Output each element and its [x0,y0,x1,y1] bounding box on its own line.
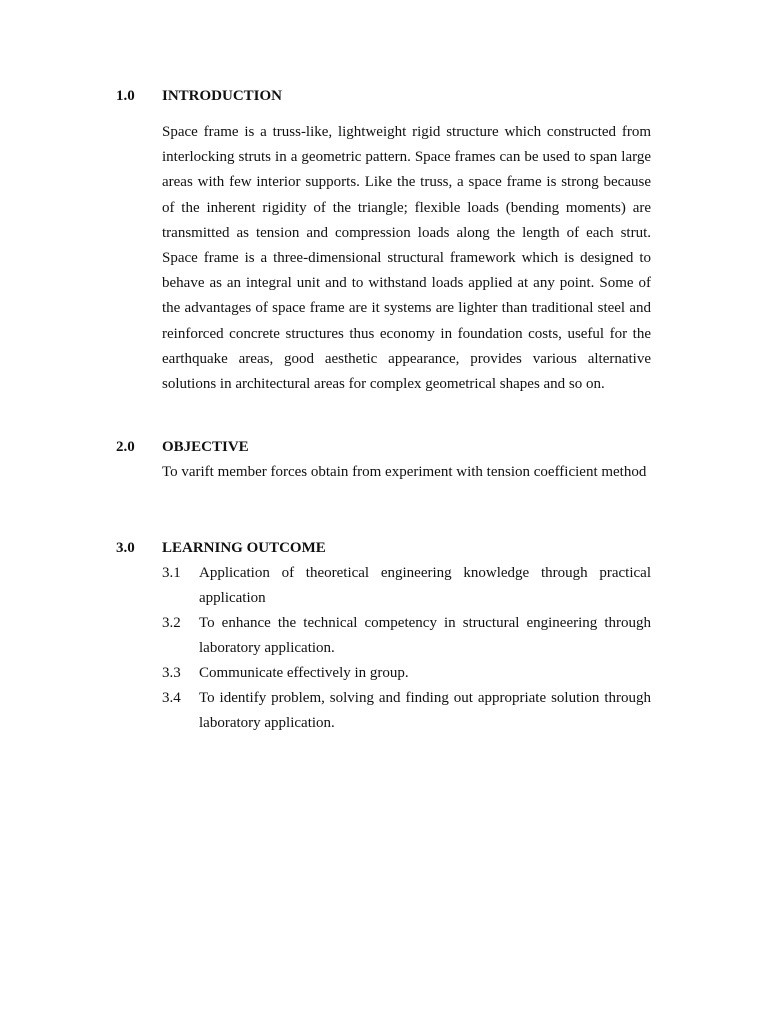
list-item-text: Communicate effectively in group. [199,665,409,681]
list-item-text: Application of theoretical engineering knowledge through practical application [199,565,651,607]
section-heading-learning-outcome [116,538,326,558]
list-item [162,686,651,736]
list-item-number: 3.3 [162,665,181,681]
section-heading-objective [116,437,249,457]
introduction-paragraph: Space frame is a truss-like, lightweight rigid structure which constructed from interlocking struts in a geometric pattern. Space frames can be used to span large areas with few interior supports. Like the truss, a space frame is strong because of the inherent rigidity of the triangle; flexible loads (bending moments) are transmitted as tension and compression loads along the length of each strut. Space frame is a three-dimensional structural framework which is designed to behave as an integral unit and to withstand loads applied at any point. Some of the advantages of space frame are it systems are lighter than traditional steel and reinforced concrete structures thus economy in foundation costs, useful for the earthquake areas, good aesthetic appearance, provides various alternative solutions in architectural areas for complex geometrical shapes and so on. [162,124,651,393]
section-number: 1.0 [116,88,135,104]
section-title: OBJECTIVE [162,439,249,455]
objective-paragraph: To varift member forces obtain from experiment with tension coefficient method [162,464,647,480]
list-item-text: To enhance the technical competency in structural engineering through laboratory application. [199,615,651,657]
section-number: 3.0 [116,540,135,556]
section-title: LEARNING OUTCOME [162,540,326,556]
list-item-text: To identify problem, solving and finding out appropriate solution through laboratory application. [199,690,651,732]
list-item-number: 3.1 [162,565,181,581]
section-number: 2.0 [116,439,135,455]
list-item [162,611,651,661]
list-item-number: 3.4 [162,690,181,706]
list-item-number: 3.2 [162,615,181,631]
section-heading-introduction [116,86,282,106]
section-title: INTRODUCTION [162,88,283,104]
list-item [162,661,651,686]
list-item [162,561,651,611]
